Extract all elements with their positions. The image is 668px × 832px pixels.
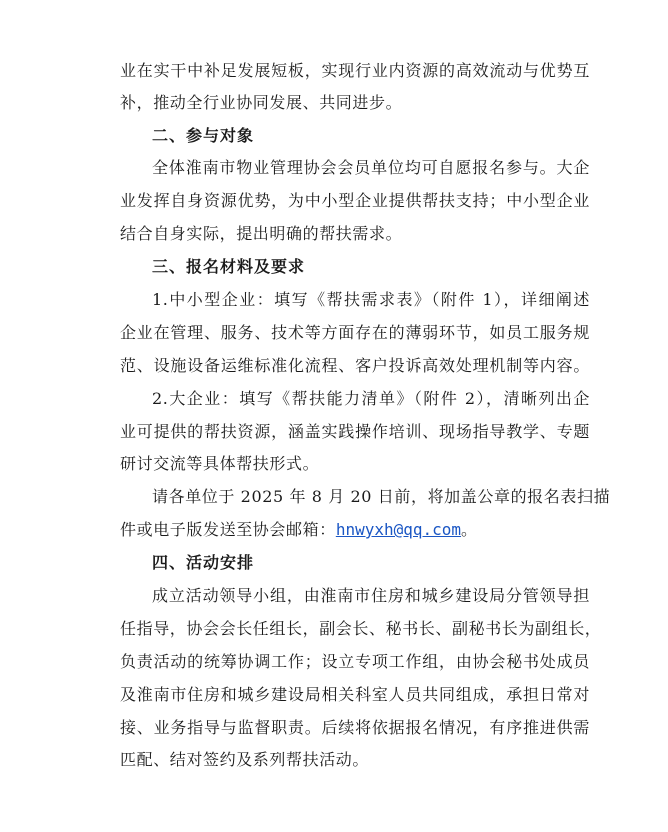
deadline-line-1: 请各单位于 2025 年 8 月 20 日前，将加盖公章的报名表扫描 [152, 487, 611, 506]
requirements-item1-line-2: 企业在管理、服务、技术等方面存在的薄弱环节，如员工服务规 [120, 323, 590, 342]
deadline-line-2-end: 。 [461, 520, 478, 539]
section-heading-requirements: 三、报名材料及要求 [152, 257, 306, 276]
requirements-item1-line-1: 1.中小型企业：填写《帮扶需求表》（附件 1），详细阐述 [152, 290, 590, 309]
arrangements-line-2: 任指导，协会会长任组长，副会长、秘书长、副秘书长为副组长， [120, 619, 602, 638]
section-heading-participants: 二、参与对象 [152, 126, 255, 145]
intro-line-1: 业在实干中补足发展短板，实现行业内资源的高效流动与优势互 [120, 61, 590, 80]
arrangements-line-6: 匹配、结对签约及系列帮扶活动。 [120, 750, 370, 769]
association-email-link[interactable]: hnwyxh@qq.com [335, 520, 462, 539]
deadline-line-2 [120, 515, 590, 545]
section-heading-arrangements: 四、活动安排 [152, 553, 255, 572]
requirements-item2-line-1: 2.大企业：填写《帮扶能力清单》（附件 2），清晰列出企 [152, 389, 590, 408]
requirements-item1-line-3: 范、设施设备运维标准化流程、客户投诉高效处理机制等内容。 [120, 356, 590, 375]
arrangements-line-1: 成立活动领导小组，由淮南市住房和城乡建设局分管领导担 [152, 586, 590, 605]
arrangements-line-3: 负责活动的统筹协调工作；设立专项工作组，由协会秘书处成员 [120, 652, 590, 671]
intro-line-2: 补，推动全行业协同发展、共同进步。 [120, 93, 403, 112]
arrangements-line-5: 接、业务指导与监督职责。后续将依据报名情况，有序推进供需 [120, 718, 590, 737]
requirements-item2-line-3: 研讨交流等具体帮扶形式。 [120, 454, 320, 473]
requirements-item2-line-2: 业可提供的帮扶资源，涵盖实践操作培训、现场指导教学、专题 [120, 422, 590, 441]
participants-line-3: 结合自身实际，提出明确的帮扶需求。 [120, 224, 403, 243]
deadline-line-2-text: 件或电子版发送至协会邮箱： [120, 520, 336, 539]
participants-line-1: 全体淮南市物业管理协会会员单位均可自愿报名参与。大企 [152, 158, 590, 177]
arrangements-line-4: 及淮南市住房和城乡建设局相关科室人员共同组成，承担日常对 [120, 685, 590, 704]
participants-line-2: 业发挥自身资源优势，为中小型企业提供帮扶支持；中小型企业 [120, 191, 590, 210]
